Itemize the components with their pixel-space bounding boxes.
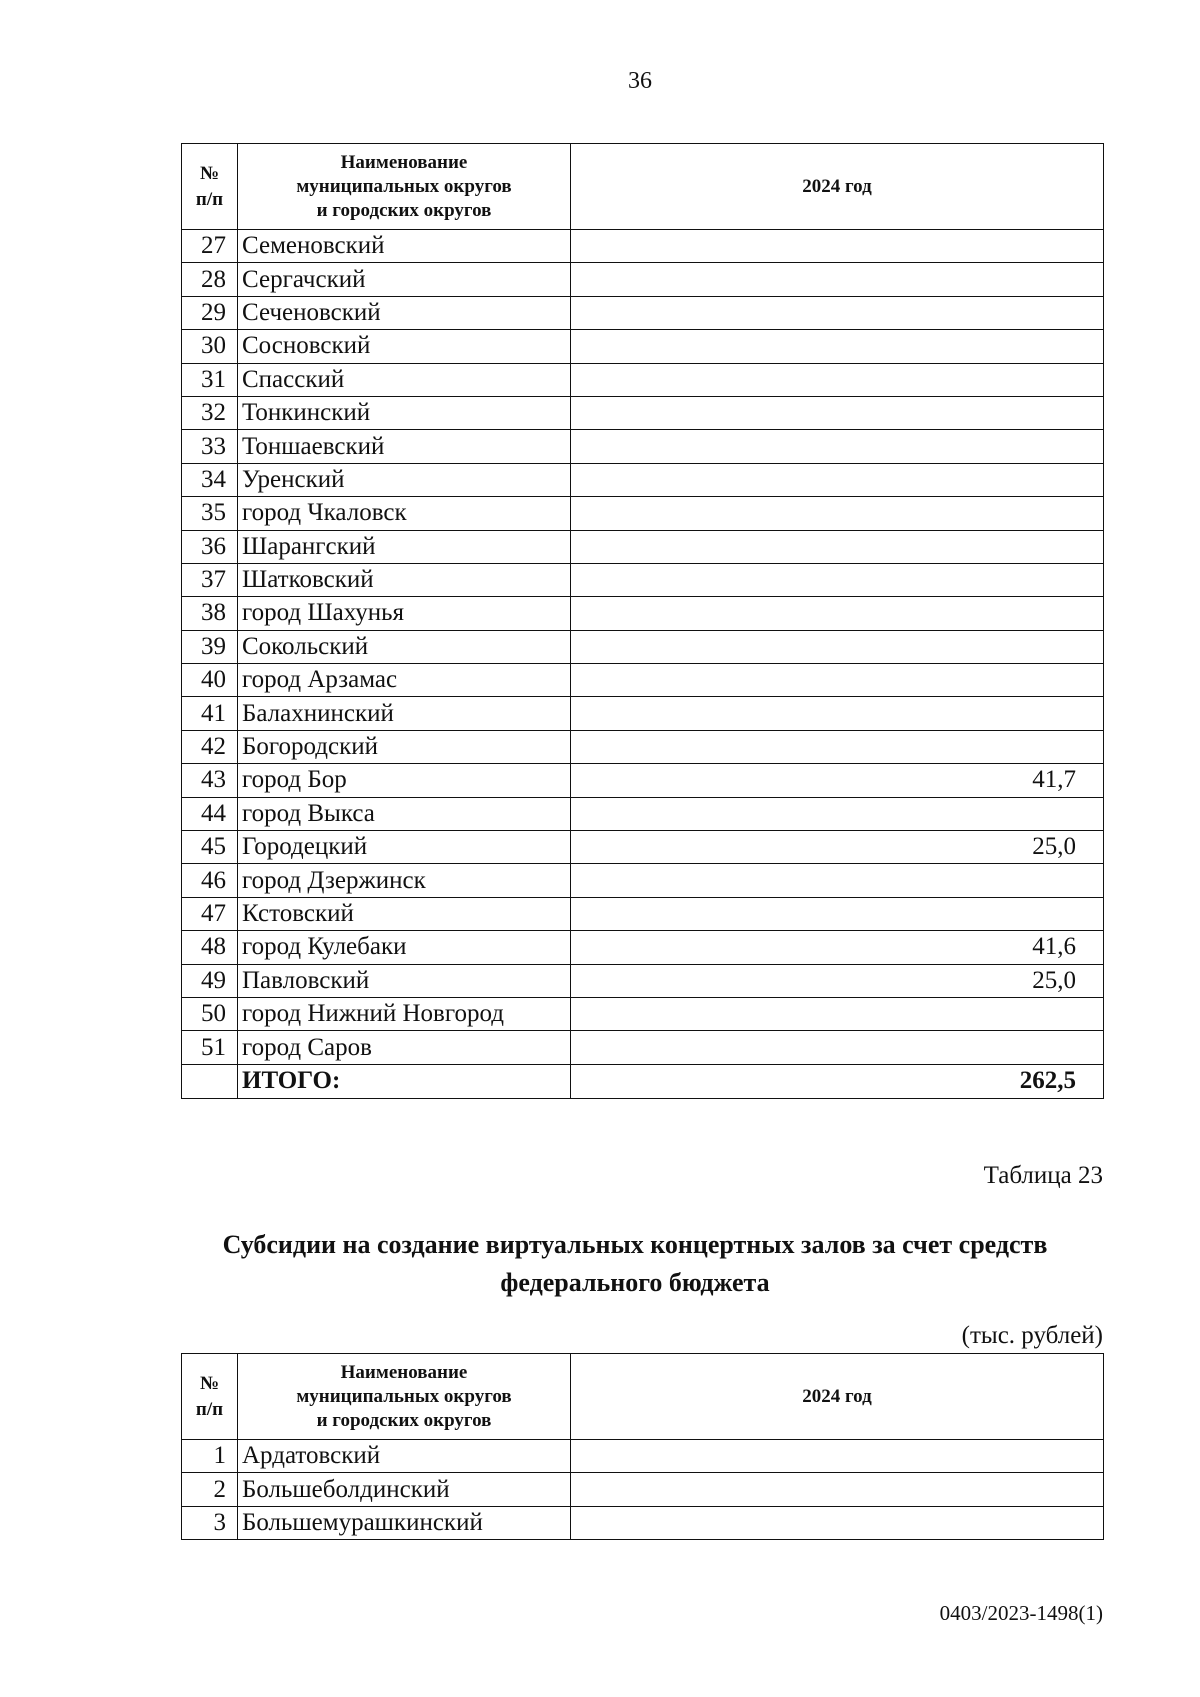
table-row (182, 497, 1104, 530)
row-value (571, 630, 1104, 663)
header-year: 2024 год (571, 144, 1104, 230)
row-value (571, 1473, 1104, 1506)
table-body (182, 230, 1104, 1065)
row-value (571, 396, 1104, 429)
row-name: Ардатовский (238, 1440, 571, 1473)
row-value (571, 897, 1104, 930)
table-row (182, 296, 1104, 329)
row-number: 38 (182, 597, 238, 630)
row-name: город Выкса (238, 797, 571, 830)
row-value (571, 864, 1104, 897)
row-name: Сеченовский (238, 296, 571, 329)
row-number: 34 (182, 463, 238, 496)
total-label: ИТОГО: (238, 1064, 571, 1098)
row-value: 25,0 (571, 964, 1104, 997)
table-row (182, 897, 1104, 930)
table-row (182, 664, 1104, 697)
row-value (571, 363, 1104, 396)
row-value: 41,6 (571, 931, 1104, 964)
table-row (182, 964, 1104, 997)
row-value (571, 530, 1104, 563)
row-value (571, 1440, 1104, 1473)
row-name: Шатковский (238, 563, 571, 596)
row-number: 30 (182, 330, 238, 363)
row-name: Сокольский (238, 630, 571, 663)
row-value: 25,0 (571, 831, 1104, 864)
table-row (182, 697, 1104, 730)
table-row (182, 831, 1104, 864)
row-name: город Кулебаки (238, 931, 571, 964)
row-number: 51 (182, 1031, 238, 1064)
table-row (182, 1473, 1104, 1506)
row-number: 1 (182, 1440, 238, 1473)
row-number: 31 (182, 363, 238, 396)
table-row (182, 430, 1104, 463)
row-number: 3 (182, 1506, 238, 1539)
table-row (182, 530, 1104, 563)
row-number: 29 (182, 296, 238, 329)
row-value (571, 497, 1104, 530)
table-row (182, 764, 1104, 797)
table-row (182, 797, 1104, 830)
row-number: 44 (182, 797, 238, 830)
subsidy-table-23 (181, 1353, 1104, 1540)
table-row (182, 463, 1104, 496)
row-name: Спасский (238, 363, 571, 396)
row-value (571, 230, 1104, 263)
table-row (182, 1506, 1104, 1539)
row-number: 46 (182, 864, 238, 897)
table-header-row (182, 1354, 1104, 1440)
row-name: Сосновский (238, 330, 571, 363)
row-number: 48 (182, 931, 238, 964)
row-number: 42 (182, 730, 238, 763)
row-number: 36 (182, 530, 238, 563)
row-name: Шарангский (238, 530, 571, 563)
row-value (571, 697, 1104, 730)
row-name: Уренский (238, 463, 571, 496)
page-number: 36 (628, 68, 652, 94)
row-number: 32 (182, 396, 238, 429)
table-body (182, 1440, 1104, 1540)
row-name: Сергачский (238, 263, 571, 296)
row-name: город Арзамас (238, 664, 571, 697)
table-row (182, 730, 1104, 763)
total-number-cell (182, 1064, 238, 1098)
row-value (571, 330, 1104, 363)
row-value (571, 597, 1104, 630)
table-row (182, 630, 1104, 663)
table-header-row (182, 144, 1104, 230)
row-name: Большемурашкинский (238, 1506, 571, 1539)
header-year: 2024 год (571, 1354, 1104, 1440)
row-value (571, 1031, 1104, 1064)
row-number: 45 (182, 831, 238, 864)
row-value (571, 463, 1104, 496)
row-name: город Саров (238, 1031, 571, 1064)
row-value (571, 730, 1104, 763)
row-number: 47 (182, 897, 238, 930)
row-number: 2 (182, 1473, 238, 1506)
total-value: 262,5 (571, 1064, 1104, 1098)
row-number: 49 (182, 964, 238, 997)
table-row (182, 597, 1104, 630)
table-row (182, 864, 1104, 897)
section-title: Субсидии на создание виртуальных концертных залов за счет средств федерального бюджета (222, 1230, 1048, 1297)
table-row (182, 563, 1104, 596)
row-name: город Чкаловск (238, 497, 571, 530)
row-value (571, 664, 1104, 697)
document-code: 0403/2023-1498(1) (939, 1601, 1103, 1625)
row-value (571, 263, 1104, 296)
row-name: Семеновский (238, 230, 571, 263)
table-row (182, 363, 1104, 396)
header-number: № п/п (182, 1354, 238, 1440)
row-name: Тонкинский (238, 396, 571, 429)
row-name: Кстовский (238, 897, 571, 930)
row-name: Балахнинский (238, 697, 571, 730)
row-value (571, 296, 1104, 329)
row-value (571, 563, 1104, 596)
row-number: 35 (182, 497, 238, 530)
row-name: Городецкий (238, 831, 571, 864)
header-name: Наименование муниципальных округов и городских округов (238, 144, 571, 230)
row-name: город Дзержинск (238, 864, 571, 897)
row-name: Богородский (238, 730, 571, 763)
table-row (182, 396, 1104, 429)
row-name: город Шахунья (238, 597, 571, 630)
row-number: 40 (182, 664, 238, 697)
row-number: 27 (182, 230, 238, 263)
row-number: 43 (182, 764, 238, 797)
row-name: город Нижний Новгород (238, 997, 571, 1030)
row-name: Большеболдинский (238, 1473, 571, 1506)
row-number: 28 (182, 263, 238, 296)
total-row (182, 1064, 1104, 1098)
header-name: Наименование муниципальных округов и городских округов (238, 1354, 571, 1440)
row-value: 41,7 (571, 764, 1104, 797)
row-value (571, 997, 1104, 1030)
table-label: Таблица 23 (983, 1162, 1103, 1189)
units-label: (тыс. рублей) (961, 1322, 1103, 1349)
table-row (182, 330, 1104, 363)
table-row (182, 1440, 1104, 1473)
row-number: 50 (182, 997, 238, 1030)
row-value (571, 797, 1104, 830)
table-row (182, 263, 1104, 296)
subsidy-table-22 (181, 143, 1104, 1099)
row-name: Павловский (238, 964, 571, 997)
table-row (182, 230, 1104, 263)
table-row (182, 1031, 1104, 1064)
row-number: 41 (182, 697, 238, 730)
row-value (571, 430, 1104, 463)
table-row (182, 997, 1104, 1030)
header-number: № п/п (182, 144, 238, 230)
row-name: город Бор (238, 764, 571, 797)
row-number: 39 (182, 630, 238, 663)
row-name: Тоншаевский (238, 430, 571, 463)
row-number: 37 (182, 563, 238, 596)
row-number: 33 (182, 430, 238, 463)
row-value (571, 1506, 1104, 1539)
table-row (182, 931, 1104, 964)
